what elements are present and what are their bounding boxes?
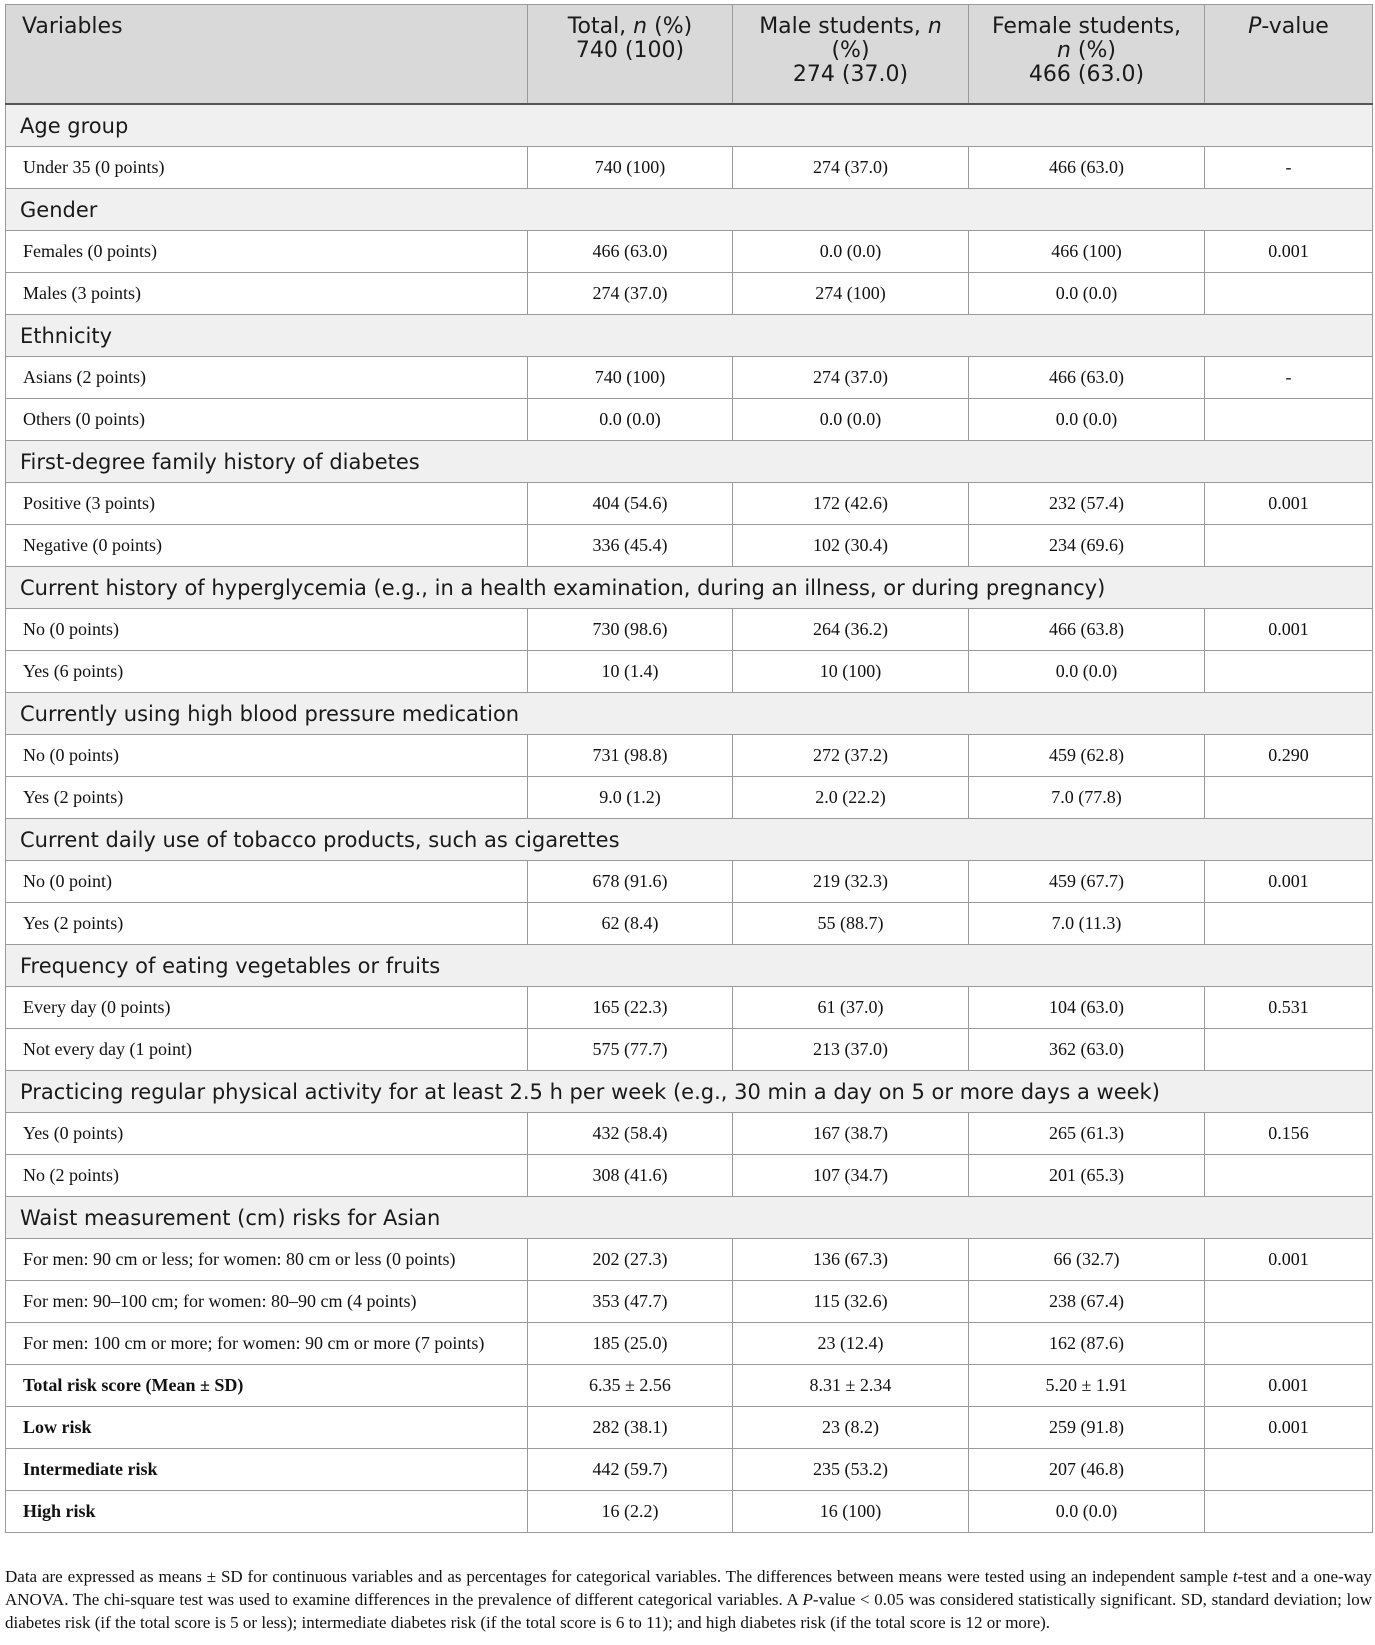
cell-female: 0.0 (0.0)	[969, 273, 1205, 315]
cell-p-value	[1205, 651, 1373, 693]
cell-p-value	[1205, 777, 1373, 819]
cell-male: 136 (67.3)	[733, 1239, 969, 1281]
cell-p-value: 0.001	[1205, 483, 1373, 525]
group-header-row	[6, 315, 1373, 357]
table-row	[6, 399, 1373, 441]
group-title: Currently using high blood pressure medication	[6, 693, 1373, 735]
cell-p-value	[1205, 903, 1373, 945]
cell-p-value: 0.001	[1205, 231, 1373, 273]
cell-p-value: 0.290	[1205, 735, 1373, 777]
group-title: Waist measurement (cm) risks for Asian	[6, 1197, 1373, 1239]
cell-female: 207 (46.8)	[969, 1449, 1205, 1491]
cell-male: 10 (100)	[733, 651, 969, 693]
cell-male: 2.0 (22.2)	[733, 777, 969, 819]
risk-score-table	[5, 4, 1373, 1533]
cell-total: 10 (1.4)	[528, 651, 733, 693]
row-label: For men: 100 cm or more; for women: 90 cm or more (7 points)	[6, 1323, 528, 1365]
cell-total: 0.0 (0.0)	[528, 399, 733, 441]
cell-male: 61 (37.0)	[733, 987, 969, 1029]
cell-p-value: 0.001	[1205, 609, 1373, 651]
cell-female: 459 (62.8)	[969, 735, 1205, 777]
cell-total: 442 (59.7)	[528, 1449, 733, 1491]
group-title: Age group	[6, 104, 1373, 147]
table-header	[6, 5, 1373, 105]
group-header-row	[6, 104, 1373, 147]
cell-p-value	[1205, 1281, 1373, 1323]
cell-female: 0.0 (0.0)	[969, 1491, 1205, 1533]
row-label: Yes (0 points)	[6, 1113, 528, 1155]
row-label: Positive (3 points)	[6, 483, 528, 525]
cell-total: 308 (41.6)	[528, 1155, 733, 1197]
cell-female: 66 (32.7)	[969, 1239, 1205, 1281]
cell-male: 213 (37.0)	[733, 1029, 969, 1071]
row-label: Asians (2 points)	[6, 357, 528, 399]
cell-total: 62 (8.4)	[528, 903, 733, 945]
table-row	[6, 1365, 1373, 1407]
table-body	[6, 104, 1373, 1533]
table-row	[6, 903, 1373, 945]
cell-total: 9.0 (1.2)	[528, 777, 733, 819]
cell-male: 235 (53.2)	[733, 1449, 969, 1491]
cell-male: 23 (12.4)	[733, 1323, 969, 1365]
cell-male: 8.31 ± 2.34	[733, 1365, 969, 1407]
header-male: Male students, n (%) 274 (37.0)	[733, 5, 969, 105]
cell-male: 0.0 (0.0)	[733, 399, 969, 441]
cell-p-value	[1205, 1323, 1373, 1365]
cell-total: 282 (38.1)	[528, 1407, 733, 1449]
cell-total: 16 (2.2)	[528, 1491, 733, 1533]
row-label: High risk	[6, 1491, 528, 1533]
table-row	[6, 1113, 1373, 1155]
row-label: Females (0 points)	[6, 231, 528, 273]
cell-female: 362 (63.0)	[969, 1029, 1205, 1071]
cell-male: 172 (42.6)	[733, 483, 969, 525]
header-female: Female students, n (%) 466 (63.0)	[969, 5, 1205, 105]
group-title: Current daily use of tobacco products, such as cigarettes	[6, 819, 1373, 861]
cell-female: 7.0 (77.8)	[969, 777, 1205, 819]
cell-female: 0.0 (0.0)	[969, 399, 1205, 441]
table-row	[6, 1491, 1373, 1533]
row-label: For men: 90–100 cm; for women: 80–90 cm (4 points)	[6, 1281, 528, 1323]
row-label: Total risk score (Mean ± SD)	[6, 1365, 528, 1407]
cell-total: 466 (63.0)	[528, 231, 733, 273]
cell-male: 16 (100)	[733, 1491, 969, 1533]
cell-male: 167 (38.7)	[733, 1113, 969, 1155]
cell-female: 459 (67.7)	[969, 861, 1205, 903]
cell-total: 6.35 ± 2.56	[528, 1365, 733, 1407]
table-row	[6, 1407, 1373, 1449]
cell-p-value	[1205, 1491, 1373, 1533]
group-title: Ethnicity	[6, 315, 1373, 357]
table-row	[6, 735, 1373, 777]
cell-total: 202 (27.3)	[528, 1239, 733, 1281]
cell-p-value: 0.156	[1205, 1113, 1373, 1155]
row-label: For men: 90 cm or less; for women: 80 cm or less (0 points)	[6, 1239, 528, 1281]
table-container	[5, 4, 1372, 1533]
cell-female: 0.0 (0.0)	[969, 651, 1205, 693]
cell-p-value: -	[1205, 357, 1373, 399]
cell-female: 259 (91.8)	[969, 1407, 1205, 1449]
cell-male: 0.0 (0.0)	[733, 231, 969, 273]
cell-female: 104 (63.0)	[969, 987, 1205, 1029]
table-row	[6, 1029, 1373, 1071]
cell-female: 234 (69.6)	[969, 525, 1205, 567]
row-label: Intermediate risk	[6, 1449, 528, 1491]
cell-male: 23 (8.2)	[733, 1407, 969, 1449]
table-row	[6, 987, 1373, 1029]
cell-total: 185 (25.0)	[528, 1323, 733, 1365]
cell-female: 232 (57.4)	[969, 483, 1205, 525]
group-header-row	[6, 189, 1373, 231]
table-row	[6, 861, 1373, 903]
row-label: Males (3 points)	[6, 273, 528, 315]
cell-total: 740 (100)	[528, 147, 733, 189]
row-label: Not every day (1 point)	[6, 1029, 528, 1071]
cell-male: 274 (37.0)	[733, 147, 969, 189]
row-label: Yes (2 points)	[6, 903, 528, 945]
cell-p-value: 0.001	[1205, 1407, 1373, 1449]
row-label: Negative (0 points)	[6, 525, 528, 567]
cell-male: 102 (30.4)	[733, 525, 969, 567]
cell-female: 265 (61.3)	[969, 1113, 1205, 1155]
table-row	[6, 1449, 1373, 1491]
group-title: Frequency of eating vegetables or fruits	[6, 945, 1373, 987]
cell-total: 353 (47.7)	[528, 1281, 733, 1323]
cell-female: 466 (63.0)	[969, 357, 1205, 399]
cell-male: 274 (100)	[733, 273, 969, 315]
header-total: Total, n (%) 740 (100)	[528, 5, 733, 105]
cell-total: 730 (98.6)	[528, 609, 733, 651]
cell-total: 165 (22.3)	[528, 987, 733, 1029]
cell-p-value: 0.001	[1205, 861, 1373, 903]
cell-male: 55 (88.7)	[733, 903, 969, 945]
group-header-row	[6, 441, 1373, 483]
table-row	[6, 483, 1373, 525]
group-header-row	[6, 693, 1373, 735]
cell-total: 432 (58.4)	[528, 1113, 733, 1155]
header-variables: Variables	[6, 5, 528, 105]
group-header-row	[6, 1197, 1373, 1239]
cell-total: 274 (37.0)	[528, 273, 733, 315]
cell-total: 731 (98.8)	[528, 735, 733, 777]
table-row	[6, 357, 1373, 399]
table-row	[6, 231, 1373, 273]
table-row	[6, 1239, 1373, 1281]
table-row	[6, 609, 1373, 651]
table-row	[6, 273, 1373, 315]
cell-male: 264 (36.2)	[733, 609, 969, 651]
group-title: Gender	[6, 189, 1373, 231]
group-header-row	[6, 945, 1373, 987]
cell-total: 404 (54.6)	[528, 483, 733, 525]
group-title: Current history of hyperglycemia (e.g., in a health examination, during an illness, or during pregnancy)	[6, 567, 1373, 609]
group-title: Practicing regular physical activity for at least 2.5 h per week (e.g., 30 min a day on 5 or more days a week)	[6, 1071, 1373, 1113]
cell-male: 115 (32.6)	[733, 1281, 969, 1323]
table-row	[6, 651, 1373, 693]
group-header-row	[6, 567, 1373, 609]
cell-p-value: 0.001	[1205, 1239, 1373, 1281]
cell-female: 5.20 ± 1.91	[969, 1365, 1205, 1407]
cell-total: 575 (77.7)	[528, 1029, 733, 1071]
table-row	[6, 1323, 1373, 1365]
cell-total: 678 (91.6)	[528, 861, 733, 903]
group-title: First-degree family history of diabetes	[6, 441, 1373, 483]
cell-male: 274 (37.0)	[733, 357, 969, 399]
cell-female: 466 (63.8)	[969, 609, 1205, 651]
cell-p-value	[1205, 525, 1373, 567]
cell-p-value	[1205, 1155, 1373, 1197]
row-label: Yes (6 points)	[6, 651, 528, 693]
cell-female: 162 (87.6)	[969, 1323, 1205, 1365]
row-label: No (0 point)	[6, 861, 528, 903]
cell-male: 219 (32.3)	[733, 861, 969, 903]
cell-female: 466 (100)	[969, 231, 1205, 273]
cell-female: 466 (63.0)	[969, 147, 1205, 189]
row-label: Yes (2 points)	[6, 777, 528, 819]
cell-male: 107 (34.7)	[733, 1155, 969, 1197]
table-row	[6, 525, 1373, 567]
row-label: Every day (0 points)	[6, 987, 528, 1029]
cell-p-value	[1205, 399, 1373, 441]
row-label: No (0 points)	[6, 609, 528, 651]
row-label: No (0 points)	[6, 735, 528, 777]
cell-male: 272 (37.2)	[733, 735, 969, 777]
header-p-value: P-value	[1205, 5, 1373, 105]
cell-female: 7.0 (11.3)	[969, 903, 1205, 945]
table-row	[6, 147, 1373, 189]
cell-female: 201 (65.3)	[969, 1155, 1205, 1197]
cell-p-value: -	[1205, 147, 1373, 189]
cell-p-value	[1205, 1029, 1373, 1071]
cell-p-value: 0.531	[1205, 987, 1373, 1029]
row-label: Others (0 points)	[6, 399, 528, 441]
cell-female: 238 (67.4)	[969, 1281, 1205, 1323]
cell-p-value	[1205, 273, 1373, 315]
cell-p-value	[1205, 1449, 1373, 1491]
table-row	[6, 1281, 1373, 1323]
cell-total: 336 (45.4)	[528, 525, 733, 567]
group-header-row	[6, 819, 1373, 861]
group-header-row	[6, 1071, 1373, 1113]
cell-total: 740 (100)	[528, 357, 733, 399]
row-label: Under 35 (0 points)	[6, 147, 528, 189]
table-footnote: Data are expressed as means ± SD for continuous variables and as percentages for categorical variables. The differences between means were tested using an independent sample t-test and a one-way ANOVA. The chi-square test was used to examine differences in the prevalence of different categorical variables. A P-value < 0.05 was considered statistically significant. SD, standard deviation; low diabetes risk (if the total score is 5 or less); intermediate diabetes risk (if the total score is 6 to 11); and high diabetes risk (if the total score is 12 or more).	[5, 1567, 1372, 1632]
cell-p-value: 0.001	[1205, 1365, 1373, 1407]
table-row	[6, 777, 1373, 819]
row-label: Low risk	[6, 1407, 528, 1449]
table-row	[6, 1155, 1373, 1197]
row-label: No (2 points)	[6, 1155, 528, 1197]
